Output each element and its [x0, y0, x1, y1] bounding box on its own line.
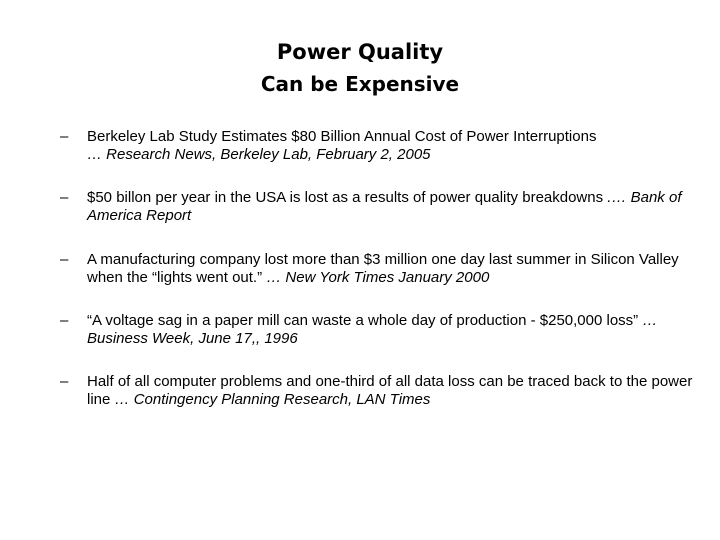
bullet-source: … New York Times January 2000 — [266, 269, 490, 286]
bullet-dash: – — [60, 189, 69, 206]
bullet-item — [60, 128, 700, 164]
slide-subtitle: Can be Expensive — [260, 72, 460, 96]
bullet-item — [60, 251, 700, 287]
bullet-source: .… Bank of America Report — [87, 189, 682, 224]
bullet-statement: $50 billon per year in the USA is lost as a results of power quality breakdowns — [87, 189, 604, 206]
bullet-item — [60, 373, 700, 409]
bullet-statement: Half of all computer problems and one-third of all data loss can be traced back to the power line — [87, 373, 693, 408]
slide-title: Power Quality — [276, 40, 444, 64]
bullet-item — [60, 189, 700, 225]
bullet-dash: – — [60, 251, 69, 268]
bullet-source: … Business Week, June 17,, 1996 — [87, 312, 658, 347]
bullet-statement: A manufacturing company lost more than $3 million one day last summer in Silicon Valley when the “lights went out.” — [87, 251, 679, 286]
bullet-item — [60, 312, 700, 348]
bullet-statement: “A voltage sag in a paper mill can waste a whole day of production - $250,000 loss” — [87, 312, 639, 329]
bullet-dash: – — [60, 312, 69, 329]
bullet-statement: Berkeley Lab Study Estimates $80 Billion Annual Cost of Power Interruptions — [87, 128, 597, 145]
bullet-dash: – — [60, 373, 69, 390]
bullet-dash: – — [60, 128, 69, 145]
bullet-list — [60, 128, 700, 434]
bullet-source: … Research News, Berkeley Lab, February 2, 2005 — [87, 146, 431, 163]
bullet-source: … Contingency Planning Research, LAN Times — [114, 391, 431, 408]
